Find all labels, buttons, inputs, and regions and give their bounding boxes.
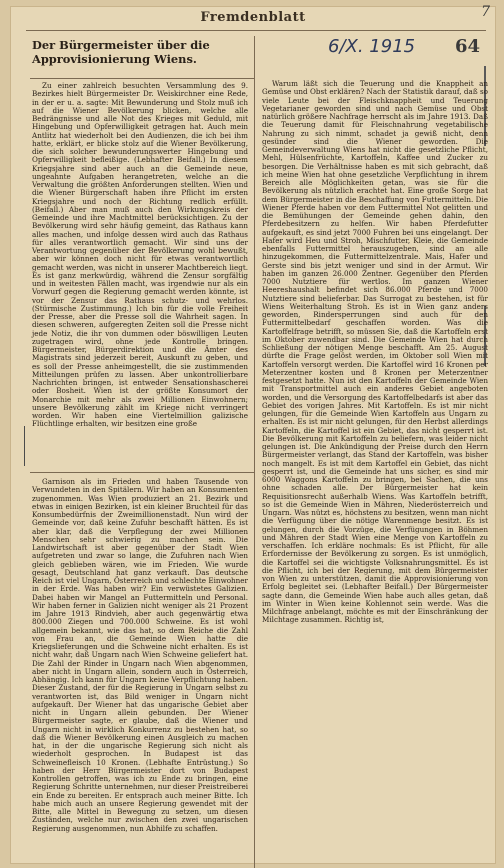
column-text: Garnison als im Frieden und haben Tausende von Verwundeten in den Spitälern. Wir haben an Konsumenten zugenommen. Was Wien produziert an 21. Bezirk und etwas in einigen Bezirken, ist ein kleiner Bruchteil für das Konsumbedürfnis der Zweimillionenstadt. Nun wird der Gemeinde vor, daß keine Zufuhr beschafft hätten. Es ist aber klar, daß die Verpflegung der zwei Millionen Menschen sehr schwierig zu machen sein. Die Landwirtschaft ist aber gegenüber der Stadt Wien aufgetreten und zwar so lange, die Zufuhren nach Wien gleich geblieben wären, wie im Frieden. Wie wurde gesagt, Deutschland hat ganz verkauft. Das deutsche Reich ist viel Ungarn, Österreich und schlechte Einwohner in der Erde. Was haben wir? Ein verwüstetes Galizien. Dabei haben wir Mangel an Futtermitteln und Personal. Wir haben ferner in Galizien nicht weniger als 21 Prozent im Jahre 1913 Rindvieh, aber auch gegenwärtig etwa 800.000 Ziegen und 700.000 Schweine. Es ist wohl allgemein bekannt, wie das hat, so dem Reiche die Zahl von Frau an, die Gemeinde Wien hatte die Kriegslieferungen und die Schweine nicht erhalten. Es ist nicht wahr, daß Ungarn nach Wien Schweine geliefert hat. Die Zahl der Rinder in Ungarn nach Wien abgenommen, aber nicht in Ungarn allein, sondern auch in Österreich, Abhängig. Ich kann für Ungarn keine Verpflichtung haben. Dieser Zustand, der für die Regierung in Ungarn selbst zu verantworten ist, das Bild weniger in Ungarn nicht aufgekauft. Der Wiener hat das ungarische Gebiet aber nicht in Ungarn allein gebunden. Der Wiener Bürgermeister sagte, er glaube, daß die Wiener und Ungarn nicht in wirklich Konkurrenz zu bestehen hat, so daß die Wiener Bevölkerung einen Ausgleich zu machen hat, in der die ungarische Regierung sich nicht als wiederholt gesprochen. In Budapest ist das Schweinefleisch 10 Kronen. (Lebhafte Entrüstung.) So haben der Herr Bürgermeister dort von Budapest Kontrollen getroffen, was ich zu Ende zu bringen, eine Regierung Schritte unternehmen, nur dieser Preistreiberei ein Ende zu bereiten. Er entsprach auch meiner Bitte. Ich habe mich auch an unsere Regierung gewendet mit der Bitte, alle Mittel in Bewegung zu setzen, um diesen Zuständen, welche nur zwischen den zwei ungarischen Regierung ausgenommen, nun Abhilfe zu schaffen. <box>32 477 248 833</box>
column-text: Warum läßt sich die Teuerung und die Knappheit an Gemüse und Obst erklären? Nach der Statistik darauf, daß so viele Leute bei der Fleischknappheit und Teuerung Vegetarianer geworden sind und nach Gemüse und Obst natürlich größere Nachfrage herrscht als im Jahre 1913. Daß die Teuerung damit für Fleischnahrung vegetabilische Nahrung zu sich nimmt, schadet ja gewiß nicht, denn gesünder sind die Wiener geworden. Die Gemeindeverwaltung Wiens hat nicht die gesetzliche Pflicht, Mehl, Hülsenfrüchte, Kartoffeln, Kaffee und Zucker zu besorgen. Die Verhältnisse haben es mit sich gebracht, daß ich meine Wien hat ohne gesetzliche Verpflichtung in ihrem Bereich alle Möglichkeiten getan, was sie für die Bevölkerung als nützlich erachtet hat. Eine große Sorge hat dem Bürgermeister in die Beschaffung von Futtermitteln. Die Wiener Pferde haben vor dem Futtermittel Not gelitten und die Bemühungen der Gemeinde gehen dahin, den Pferdebesitzern zu helfen. Wir haben Pferdefutter aufgekauft, es sind jetzt 7000 Fuhren bei uns eingelangt. Der Hafer wird Heu und Stroh, Mischfutter, Kleie, die Gemeinde ebenfalls Futtermittel herauszugeben, sind an alle hinzugekommen, die Futtermittelzentrale. Mais, Hafer und Gerste sind bis jetzt weniger und sind in der Armut. Wir haben im ganzen 26.000 Zentner. Gegenüber den Pferden 7000 Nutztiere für wertlos. Im ganzen Wiener Heereshaushalt befindet sich 86.000 Pferde und 7000 Nutztiere sind belieferbar. Das Surrogat zu bestehen, ist für Wiens Weiterhaltung Stroh. Es ist in Wien ganz anders geworden, Rindersperrungen sind auch für den Futtermittelbedarf geschaffen worden. Was die Kartoffelfrage betrifft, so müssen Sie, daß die Kartoffeln erst im Oktober zuwendbar sind. Die Gemeinde Wien hat durch Schließung der nötigen Menge beschafft. Am 25. August dürfte die Frage gelöst werden, im Oktober soll Wien mit Kartoffeln versorgt werden. Die Kartoffel wird 16 Kronen per Meterzentner kosten und 8 Kronen per Meterzentner festgesetzt hatte. Nun ist den Kartoffeln der Gemeinde Wien mit Transportmittel auch ein anderes Gebiet angeboten worden, und die Versorgung des Kartoffelbedarfs ist aber das Gebiet des vorigen Jahres. Mit Kartoffeln. Es ist mir nicht gelungen, für die Gemeinde Wien Kartoffeln aus Ungarn zu erhalten. Es ist mir nicht gelungen, für den Herbst allerdings Kartoffeln, die Kartoffel ist ein Gebiet, das nicht gesperrt ist. Die Bevölkerung mit Kartoffeln zu beliefern, was leider nicht gelungen ist. Die Ankündigung der Preise durch den Herrn Bürgermeister verlangt, das Stand der Kartoffeln, was bisher noch mangelt. Es ist mit dem Kartoffel ein Gebiet, das nicht gesperrt ist, und die Gemeinde hat uns sicher, es sind mir 6000 Waggons Kartoffeln zu bringen, bei Sachen, die uns ohne schaden alle. Der Bürgermeister hat kein Requisitionsrecht außerhalb Wiens. Was Kartoffeln betrifft, so ist die Gemeinde Wien in Mähren, Niederösterreich und Ungarn. Was nützt es, höchstens zu besitzen, wenn man nicht die Verfügung über die nötige Warenmenge besitzt. Es ist gelungen, durch die Vorzüge, die Verfügungen in Böhmen und Mähren der Stadt Wien eine Menge von Kartoffeln zu verschaffen. Ich erkläre nochmals: Es ist Pflicht, für alle Erfordernisse der Bevölkerung zu sorgen. Es ist unmöglich, die Kartoffel sei die wichtigste Volksnahrungsmittel. Es ist die Pflicht, ich bei der Regierung, mit dem Bürgermeister von Wien zu unterstützen, damit die Approvisionierung von Erfolg begleitet sei. (Lebhafter Beifall.) Der Bürgermeister sagte dann, die Gemeinde Wien habe auch alles getan, daß im Winter in Wien keine Kohlennot sein werde. Was die Milchfrage anbelangt, möchte es mit der Einschränkung der Milchtage zusammen. Richtig ist, <box>262 79 488 625</box>
article-headline: Der Bürgermeister über die Approvisionierung Wiens. <box>32 38 210 66</box>
headline-rule <box>30 78 254 79</box>
pencil-bracket <box>24 426 33 466</box>
article-column-left <box>32 82 248 429</box>
handwritten-date: 6/X. 1915 <box>328 36 416 57</box>
column-divider <box>254 36 255 868</box>
masthead-rule <box>26 30 486 31</box>
corner-mark: 7 <box>481 4 490 20</box>
section-divider <box>30 472 254 473</box>
column-text: Zu einer zahlreich besuchten Versammlung des 9. Bezirkes hielt Bürgermeister Dr. Weiskirchner eine Rede, in der er u. a. sagte: Mit Bewunderung und Stolz muß ich auf die Wiener Bevölkerung blicken, welche alle Bedrängnisse und alle Not des Krieges mit Geduld, mit Hingebung und Opferwilligkeit getragen hat. Auch mein Antlitz hat wiederholt bei den Audienzen, die ich bei ihm hatte, erklärt, er blicke stolz auf die Wiener Bevölkerung, die sich solcher bewunderungswerter Hingebung und Opferwilligkeit befleißige. (Lebhafter Beifall.) In diesem Kriegsjahre sind aber auch an die Gemeinde neue, ungeahnte Aufgaben herangetreten, welche an die Verwaltung die größten Anforderungen stellten. Wien und die Wiener Bürgerschaft haben ihre Pflicht im ersten Kriegsjahre und noch der Richtung redlich erfüllt. (Beifall.) Aber man muß auch den Wirkungskreis der Gemeinde und ihre Machtmittel berücksichtigen. Zu der Bevölkerung wird sehr häufig gemeint, das Rathaus kann alles machen, und infolge dessen wird auch das Rathaus für alles verantwortlich gemacht. Wir sind uns der Verantwortung gegenüber der Bevölkerung wohl bewußt, aber wir können doch nicht für etwas verantwortlich gemacht werden, was nicht in unserer Machtbereich liegt. Es ist ganz merkwürdig, während die Zensur sorgfältig und in weitesten Fällen macht, was irgendwie nur als ein Vorwurf gegen die Regierung gemacht werden könnte, ist vor der Zensur das Rathaus schutz- und wehrlos. (Stürmische Zustimmung.) Ich bin für die volle Freiheit der Presse, aber die Presse soll die Wahrheit sagen. In diesen schweren, aufgeregten Zeiten soll die Presse nicht jede Notiz, die ihr von dummen oder böswilligen Leuten zugetragen wird, ohne jede Kontrolle bringen. Bürgermeister, Bürgerdirektion und die Ämter des Magistrats sind jederzeit bereit, Auskunft zu geben, und es soll der Presse anheimgestellt, die sie zustimmenden Mitteilungen prüfen zu lassen. Aber unkontrollierbare Nachrichten bringen, ist entweder Sensationshascherei oder Bosheit. Wien ist der größte Konsumort der Monarchie mit mehr als zwei Millionen Einwohnern; unsere Bevölkerung zählt im Kriege nicht verringert worden. Wir haben eine Viertelmillion galizische Flüchtlinge erhalten, wir besitzen eine große <box>32 81 248 429</box>
page-number: 64 <box>454 36 480 57</box>
masthead <box>10 6 496 30</box>
newspaper-clipping <box>10 6 496 864</box>
article-column-bottom-left <box>32 478 248 833</box>
article-column-right <box>262 80 488 625</box>
masthead-title: Fremdenblatt <box>200 10 306 25</box>
